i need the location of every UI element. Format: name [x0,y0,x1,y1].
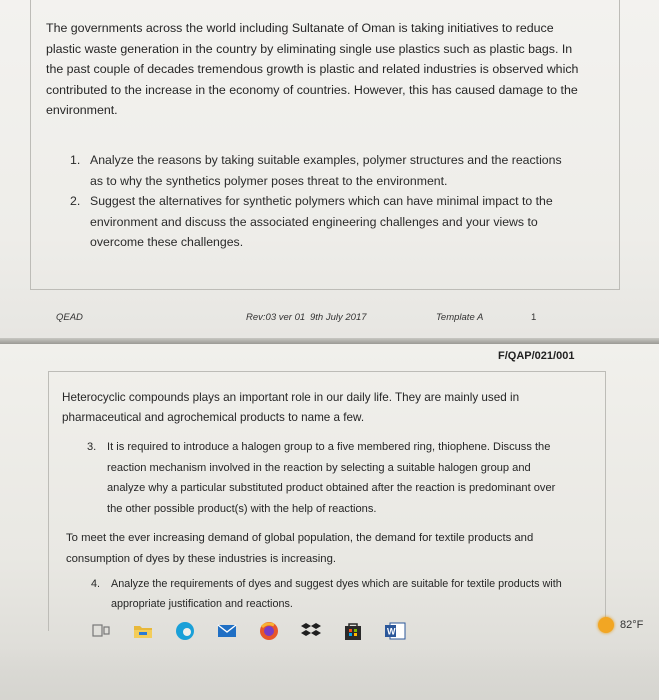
question-number: 2. [70,194,81,208]
svg-text:W: W [387,626,396,637]
question-list-1 [70,150,575,253]
question-number: 3. [87,441,97,453]
bottom-shadow [0,648,659,700]
task-view-icon[interactable] [90,620,112,642]
question-1 [70,150,575,191]
temperature: 82°F [620,619,644,631]
firefox-icon[interactable] [258,620,280,642]
question-text: Suggest the alternatives for synthetic polymers which can have minimal impact to the environment and discuss the associated engineering challenges and your views to overcome these challenges. [90,194,553,249]
weather-widget[interactable] [598,612,659,638]
question-text: It is required to introduce a halogen group to a five membered ring, thiophene. Discuss the reaction mechanism involved in the reaction by selecting a suitable halogen group and analyze why a particular substituted product obtained after the reaction is predominant over the other possible product(s) with the help of reactions. [107,441,556,515]
store-icon[interactable] [342,620,364,642]
sun-icon [598,617,614,633]
question-4 [91,574,571,614]
question-number: 4. [91,578,101,590]
footer-date: 9th July 2017 [310,312,367,323]
taskbar [90,618,470,644]
question-3 [87,437,567,519]
word-icon[interactable] [384,620,406,642]
file-explorer-icon[interactable] [132,620,154,642]
footer-revision: Rev:03 ver 01 [246,312,306,323]
heterocyclic-intro: Heterocyclic compounds plays an important role in our daily life. They are mainly used in pharmaceutical and agrochemical products to name a few. [62,391,520,424]
mail-icon[interactable] [216,620,238,642]
question-text: Analyze the requirements of dyes and suggest dyes which are suitable for textile products with appropriate justification and reactions. [111,578,562,610]
footer-template: Template A [436,312,484,323]
plastic-waste-intro: The governments across the world including Sultanate of Oman is taking initiatives to reduce plastic waste generation in the country by eliminating single use plastics such as plastic bags. In the past couple of decades tremendous growth is plastic and related industries is observed which contributed to the increase in the economy of countries. However, this has caused damage to the environment. [46,21,579,117]
textile-dye-intro: To meet the ever increasing demand of global population, the demand for textile products and consumption of dyes by these industries is increasing. [66,532,534,565]
edge-icon[interactable] [174,620,196,642]
footer-dept: QEAD [56,312,83,323]
question-text: Analyze the reasons by taking suitable examples, polymer structures and the reactions as to why the synthetics polymer poses threat to the environment. [90,153,562,188]
question-number: 1. [70,153,81,167]
footer-page-number: 1 [531,312,537,323]
question-2 [70,191,575,253]
dropbox-icon[interactable] [300,620,322,642]
page-footer [0,312,659,328]
form-code: F/QAP/021/001 [498,350,575,362]
